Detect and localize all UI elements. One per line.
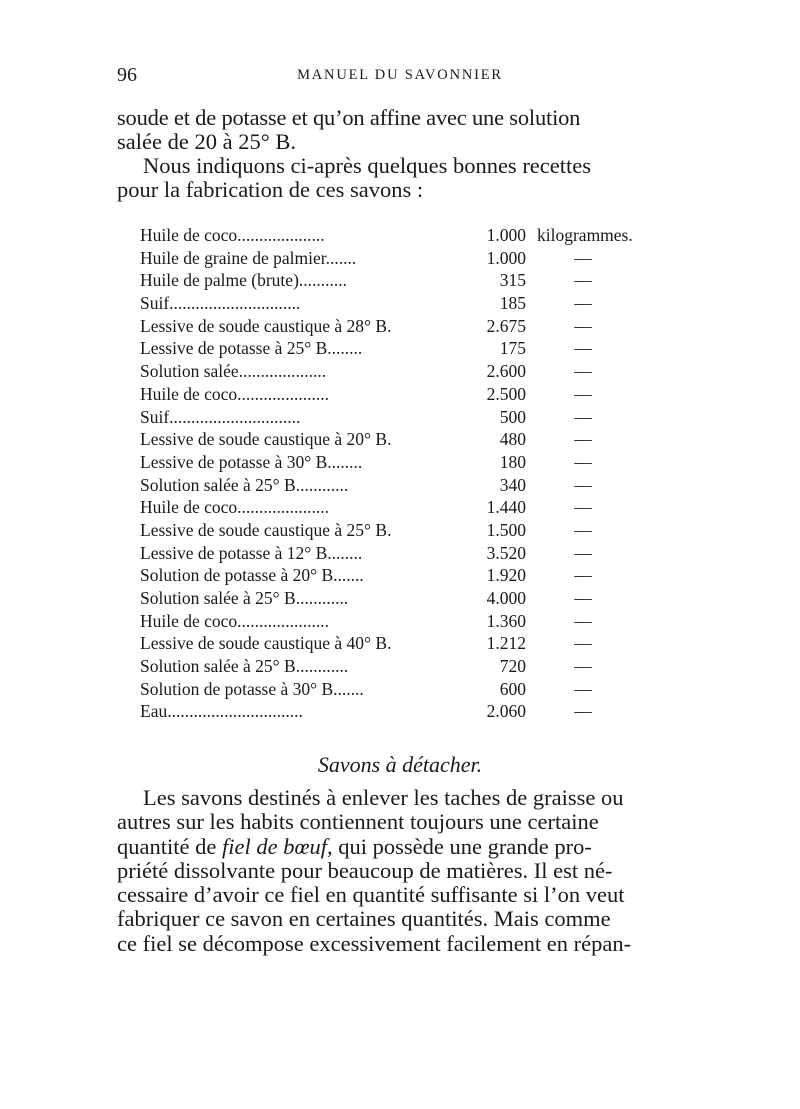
ingredient-quantity: 480 (499, 429, 526, 450)
recipe-row (140, 564, 675, 587)
ingredient-label: Eau............................... (140, 701, 303, 722)
ingredient-quantity: 180 (499, 451, 526, 472)
ingredient-quantity: 1.000 (486, 225, 526, 245)
recipe-row (140, 587, 675, 610)
intro-paragraph (117, 106, 677, 202)
ingredient-label: Huile de palme (brute)........... (140, 270, 348, 291)
body-paragraph (117, 786, 679, 956)
ingredient-label: Solution de potasse à 20° B....... (140, 565, 364, 586)
ingredient-label: Lessive de potasse à 12° B........ (140, 542, 363, 563)
ditto-mark: — (574, 406, 592, 427)
quantity-unit: kilogrammes. (537, 225, 633, 245)
ingredient-quantity: 4.000 (486, 588, 526, 608)
ditto-mark: — (574, 270, 592, 291)
body-line: cessaire d’avoir ce fiel en quantité suffisante si l’on veut (117, 882, 625, 908)
recipe-row (140, 337, 675, 360)
ingredient-quantity: 600 (499, 678, 526, 699)
ditto-mark: — (574, 656, 592, 677)
running-title: MANUEL DU SAVONNIER (297, 67, 503, 83)
ingredient-label: Solution de potasse à 30° B....... (140, 678, 364, 699)
recipe-row (140, 224, 675, 247)
ingredient-quantity: 1.500 (486, 519, 526, 540)
ingredient-quantity: 340 (499, 474, 526, 495)
recipe-row (140, 632, 675, 655)
ingredient-label: Huile de coco..................... (140, 497, 330, 518)
ditto-mark: — (574, 338, 592, 359)
recipe-row (140, 247, 675, 270)
recipe-row (140, 383, 675, 406)
ditto-mark: — (574, 451, 592, 472)
ingredient-quantity: 1.000 (486, 247, 526, 268)
ingredient-label: Huile de coco.................... (140, 225, 325, 245)
ingredient-label: Suif.............................. (140, 293, 301, 314)
ditto-mark: — (574, 497, 592, 518)
ingredient-quantity: 1.920 (486, 565, 526, 586)
ingredient-label: Suif.............................. (140, 406, 301, 427)
intro-line: soude et de potasse et qu’on affine avec une solution (117, 105, 581, 130)
recipe-row (140, 474, 675, 497)
recipe-row (140, 655, 675, 678)
ingredient-label: Huile de coco..................... (140, 383, 330, 404)
ingredient-quantity: 1.440 (486, 497, 526, 518)
ingredient-quantity: 2.675 (486, 315, 526, 336)
ingredient-label: Huile de coco..................... (140, 610, 330, 631)
ingredient-quantity: 185 (499, 293, 526, 314)
ingredient-quantity: 3.520 (486, 542, 526, 563)
ditto-mark: — (574, 474, 592, 495)
ingredient-label: Solution salée.................... (140, 361, 327, 382)
body-line: autres sur les habits contiennent toujours une certaine (117, 809, 599, 835)
ingredient-label: Lessive de soude caustique à 40° B. (140, 633, 392, 654)
ditto-mark: — (574, 383, 592, 404)
intro-line: salée de 20 à 25° B. (117, 129, 296, 154)
ingredient-label: Solution salée à 25° B............ (140, 588, 349, 608)
page-header (0, 64, 800, 88)
recipe-row (140, 610, 675, 633)
ingredient-label: Lessive de potasse à 30° B........ (140, 451, 363, 472)
recipe-row (140, 406, 675, 429)
ditto-mark: — (574, 429, 592, 450)
page-number: 96 (117, 64, 137, 86)
ingredient-quantity: 175 (499, 338, 526, 359)
body-line: ce fiel se décompose excessivement facilement en répan- (117, 930, 632, 956)
recipe-row (140, 428, 675, 451)
body-line: fabriquer ce savon en certaines quantités. Mais comme (117, 906, 611, 932)
ditto-mark: — (574, 315, 592, 336)
recipe-row (140, 269, 675, 292)
ingredient-label: Solution salée à 25° B............ (140, 656, 349, 677)
intro-line: Nous indiquons ci-après quelques bonnes recettes (143, 153, 592, 178)
body-line (117, 835, 679, 859)
body-line: priété dissolvante pour beaucoup de matières. Il est né- (117, 857, 613, 883)
recipe-row (140, 292, 675, 315)
ditto-mark: — (574, 247, 592, 268)
recipe-row (140, 542, 675, 565)
ingredient-label: Huile de graine de palmier....... (140, 247, 357, 268)
ditto-mark: — (574, 361, 592, 382)
ditto-mark: — (574, 293, 592, 314)
ingredient-quantity: 500 (499, 406, 526, 427)
ditto-mark: — (574, 588, 592, 608)
ingredient-label: Lessive de soude caustique à 28° B. (140, 315, 392, 336)
intro-line: pour la fabrication de ces savons : (117, 177, 424, 202)
recipe-row (140, 315, 675, 338)
body-text-run: quantité de (117, 833, 222, 859)
ingredient-quantity: 2.500 (486, 383, 526, 404)
italic-term: fiel de bœuf (221, 833, 327, 859)
recipe-row (140, 700, 675, 723)
recipe-row (140, 360, 675, 383)
ingredient-quantity: 1.212 (486, 633, 526, 654)
recipe-table (140, 224, 675, 723)
ditto-mark: — (574, 678, 592, 699)
ingredient-label: Solution salée à 25° B............ (140, 474, 349, 495)
ingredient-label: Lessive de potasse à 25° B........ (140, 338, 363, 359)
recipe-row (140, 678, 675, 701)
ditto-mark: — (574, 565, 592, 586)
ditto-mark: — (574, 633, 592, 654)
body-text-run: , qui possède une grande pro- (326, 833, 592, 859)
ingredient-quantity: 1.360 (486, 610, 526, 631)
ingredient-quantity: 2.600 (486, 361, 526, 382)
ingredient-quantity: 2.060 (486, 701, 526, 722)
section-heading: Savons à détacher. (317, 752, 483, 777)
ditto-mark: — (574, 542, 592, 563)
ingredient-label: Lessive de soude caustique à 20° B. (140, 429, 392, 450)
body-line: Les savons destinés à enlever les taches de graisse ou (143, 785, 624, 810)
ingredient-label: Lessive de soude caustique à 25° B. (140, 519, 392, 540)
ditto-mark: — (574, 519, 592, 540)
recipe-row (140, 451, 675, 474)
ingredient-quantity: 720 (499, 656, 526, 677)
recipe-row (140, 496, 675, 519)
ditto-mark: — (574, 610, 592, 631)
recipe-row (140, 519, 675, 542)
ingredient-quantity: 315 (499, 270, 526, 291)
ditto-mark: — (574, 701, 592, 722)
